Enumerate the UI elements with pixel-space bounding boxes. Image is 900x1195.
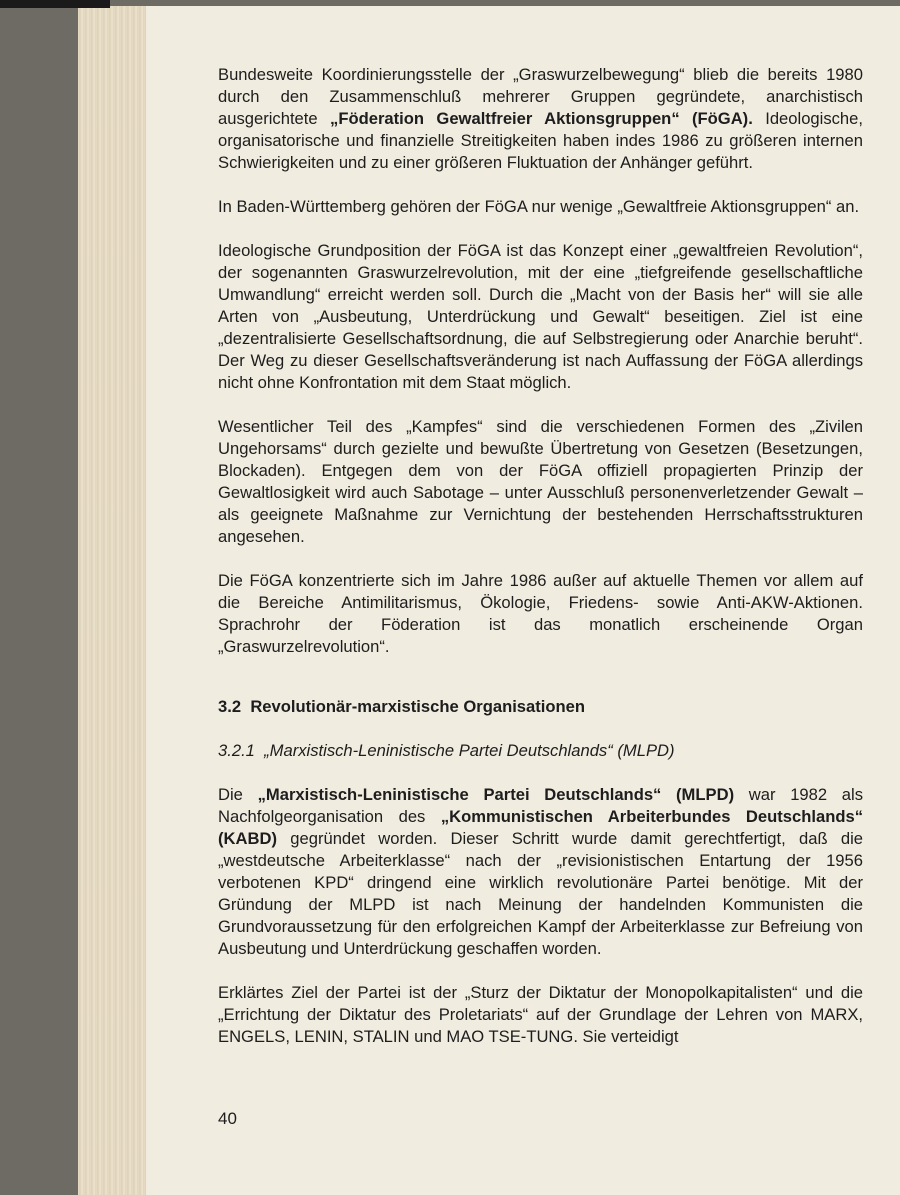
paragraph-baden-wuerttemberg: In Baden-Württemberg gehören der FöGA nur wenige „Gewaltfreie Aktionsgruppen“ an.: [218, 197, 860, 216]
paragraph-focus-1986: Die FöGA konzentrierte sich im Jahre 1986 außer auf aktuelle Themen vor allem auf die Bereiche Antimilitarismus, Ökologie, Friedens- sowie Anti-AKW-Aktionen. Sprachrohr der Föderation ist das monatlich erscheinende Organ „Graswurzelrevolution“.: [218, 571, 863, 656]
document-body: [218, 64, 863, 1070]
section-heading: 3.2 Revolutionär-marxistische Organisationen: [218, 697, 586, 716]
paragraph-mlpd-founding: Die „Marxistisch-Leninistische Partei Deutschlands“ (MLPD) war 1982 als Nachfolgeorganisation des „Kommunistischen Arbeiterbundes Deutschlands“ (KABD) gegründet worden. Dieser Schritt wurde damit gerechtfertigt, daß die „westdeutsche Arbeiterklasse“ nach der „revisionistischen Entartung der 1956 verbotenen KPD“ dringend eine wirklich revolutionäre Partei benötige. Mit der Gründung der MLPD ist nach Meinung der handelnden Kommunisten die Grundvoraussetzung für den erfolgreichen Kampf der Arbeiterklasse zur Befreiung von Ausbeutung und Unterdrückung geschaffen worden.: [218, 785, 863, 958]
page-number: 40: [218, 1109, 237, 1128]
subsection-heading: 3.2.1 „Marxistisch-Leninistische Partei Deutschlands“ (MLPD): [218, 741, 675, 760]
paragraph-struggle: Wesentlicher Teil des „Kampfes“ sind die verschiedenen Formen des „Zivilen Ungehorsams“ durch gezielte und bewußte Übertretung von Gesetzen (Besetzungen, Blockaden). Entgegen dem von der FöGA offiziell propagierten Prinzip der Gewaltlosigkeit wird auch Sabotage – unter Ausschluß personenverletzender Gewalt – als geeignete Maßnahme zur Vernichtung der bestehenden Herrschaftsstrukturen angesehen.: [218, 417, 863, 546]
paragraph-mlpd-goal: Erklärtes Ziel der Partei ist der „Sturz der Diktatur der Monopolkapitalisten“ und die „Errichtung der Diktatur des Proletariats“ auf der Grundlage der Lehren von MARX, ENGELS, LENIN, STALIN und MAO TSE-TUNG. Sie verteidigt: [218, 983, 863, 1046]
paragraph-foega-intro: Bundesweite Koordinierungsstelle der „Graswurzelbewegung“ blieb die bereits 1980 durch den Zusammenschluß mehrerer Gruppen gegründete, anarchistisch ausgerichtete „Föderation Gewaltfreier Aktionsgruppen“ (FöGA). Ideologische, organisatorische und finanzielle Streitigkeiten haben indes 1986 zu größeren internen Schwierigkeiten und zu einer größeren Fluktuation der Anhänger geführt.: [218, 65, 863, 172]
paragraph-ideology: Ideologische Grundposition der FöGA ist das Konzept einer „gewaltfreien Revolution“, der sogenannten Graswurzelrevolution, mit der eine „tiefgreifende gesellschaftliche Umwandlung“ erreicht werden soll. Durch die „Macht von der Basis her“ will sie alle Arten von „Ausbeutung, Unterdrückung und Gewalt“ beseitigen. Ziel ist eine „dezentralisierte Gesellschaftsordnung, die auf Selbstregierung oder Anarchie beruht“. Der Weg zu dieser Gesellschaftsveränderung ist nach Auffassung der FöGA allerdings nicht ohne Konfrontation mit dem Staat möglich.: [218, 241, 863, 392]
page-edge: [78, 6, 146, 1195]
scan-corner: [0, 0, 110, 8]
